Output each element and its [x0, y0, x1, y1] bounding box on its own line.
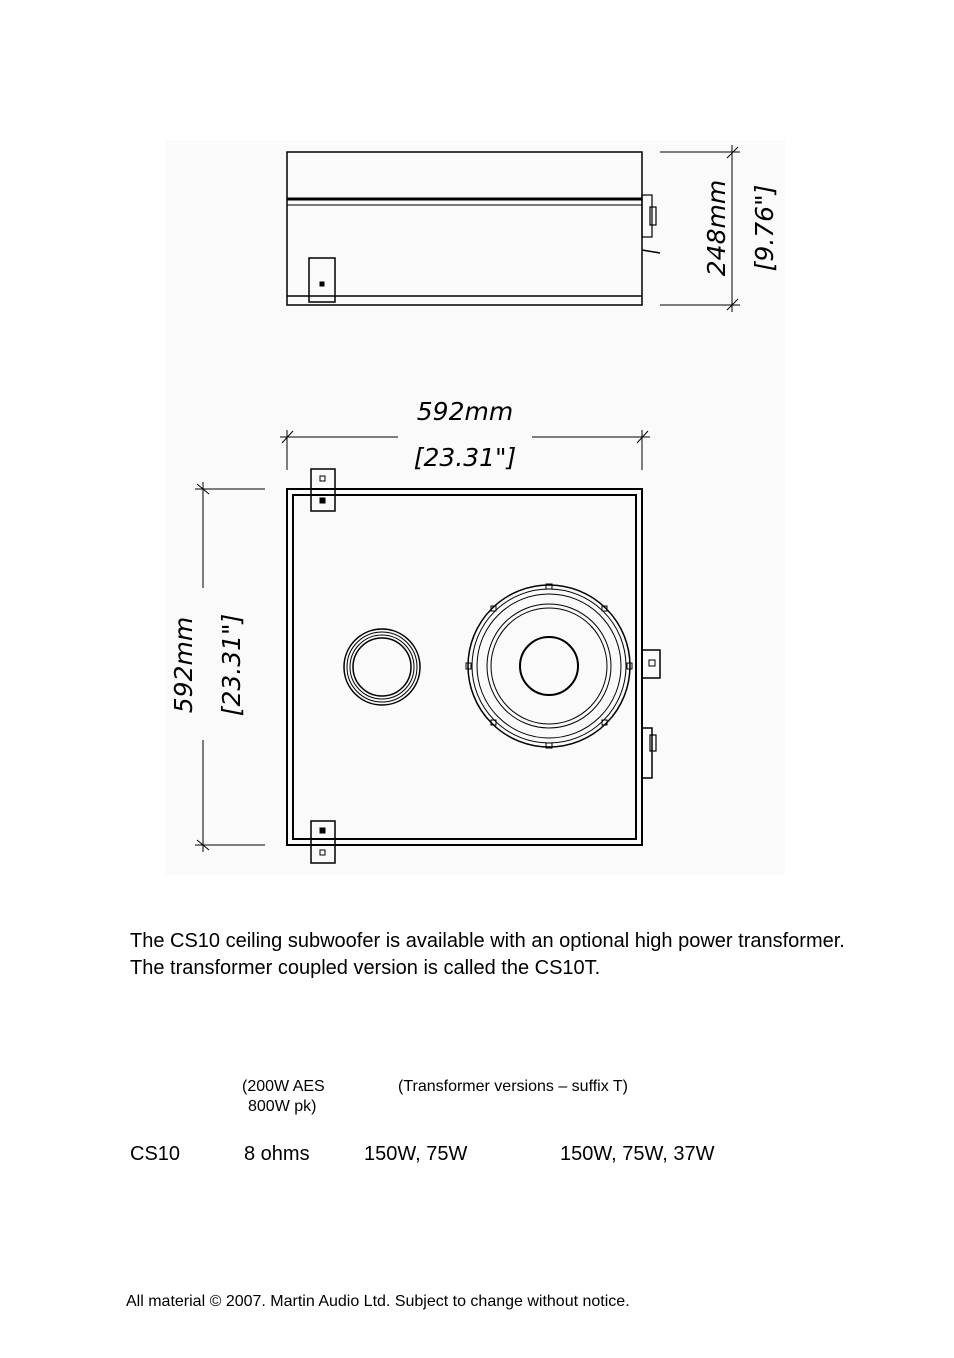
row-taps: 150W, 75W — [364, 1143, 468, 1165]
power-header-line1: (200W AES — [242, 1078, 325, 1095]
power-header-line2: 800W pk) — [248, 1098, 317, 1115]
description-paragraph: The CS10 ceiling subwoofer is available with an optional high power transformer. The transformer coupled version is called the CS10T. — [130, 930, 845, 979]
row-impedance: 8 ohms — [244, 1143, 310, 1165]
height-in-label: [9.76"] — [750, 184, 779, 272]
height-mm-label: 248mm — [702, 179, 731, 277]
transformer-header: (Transformer versions – suffix T) — [398, 1078, 628, 1095]
width-mm-label: 592mm — [416, 397, 514, 426]
row-transformer-taps: 150W, 75W, 37W — [560, 1143, 715, 1165]
width-in-label: [23.31"] — [413, 443, 517, 472]
row-model: CS10 — [130, 1143, 181, 1165]
footer-copyright: All material © 2007. Martin Audio Ltd. Subject to change without notice. — [126, 1293, 630, 1310]
depth-in-label: [23.31"] — [217, 613, 246, 717]
depth-mm-label: 592mm — [169, 616, 198, 714]
